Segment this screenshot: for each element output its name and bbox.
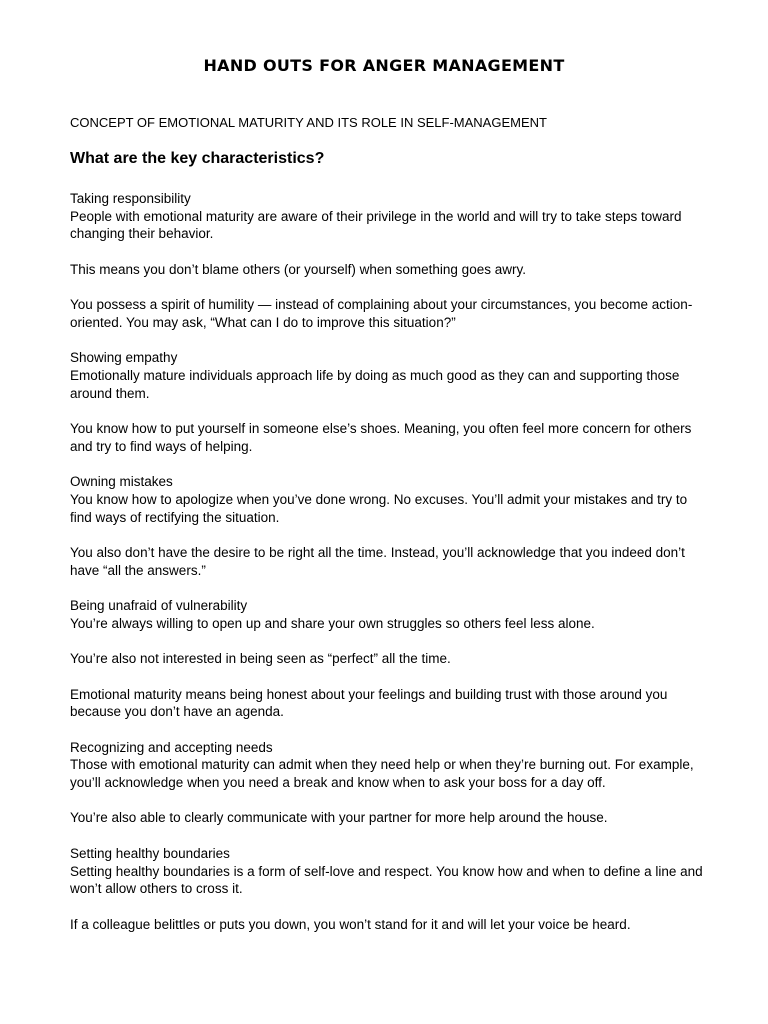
section-setting-healthy-boundaries <box>70 845 706 934</box>
paragraph: You’re always willing to open up and share your own struggles so others feel less alone. <box>70 615 595 631</box>
section-taking-responsibility <box>70 190 706 332</box>
paragraph: Emotional maturity means being honest about your feelings and building trust with those around you because you don’t have an agenda. <box>70 686 668 720</box>
section-being-unafraid-of-vulnerability <box>70 597 706 721</box>
section-question: What are the key characteristics? <box>70 150 325 167</box>
section-heading: Showing empathy <box>70 350 178 366</box>
paragraph: Setting healthy boundaries is a form of self-love and respect. You know how and when to define a line and won’t allow others to cross it. <box>70 863 703 897</box>
paragraph: You possess a spirit of humility — instead of complaining about your circumstances, you become action-oriented. You may ask, “What can I do to improve this situation?” <box>70 297 693 330</box>
section-heading: Taking responsibility <box>70 191 191 206</box>
section-showing-empathy <box>70 349 706 455</box>
section-recognizing-and-accepting-needs <box>70 739 706 828</box>
paragraph: If a colleague belittles or puts you down, you won’t stand for it and will let your voice be heard. <box>70 916 631 932</box>
section-heading: Owning mistakes <box>70 474 173 490</box>
paragraph: You’re also not interested in being seen as “perfect” all the time. <box>70 651 451 667</box>
paragraph: Those with emotional maturity can admit when they need help or when they’re burning out. For example, you’ll acknowledge when you need a break and know when to ask your boss for a day off. <box>70 757 694 791</box>
paragraph: This means you don’t blame others (or yourself) when something goes awry. <box>70 261 526 277</box>
paragraph: You know how to put yourself in someone else’s shoes. Meaning, you often feel more concern for others and try to find ways of helping. <box>70 421 692 454</box>
paragraph: Emotionally mature individuals approach life by doing as much good as they can and supporting those around them. <box>70 367 680 401</box>
section-heading: Setting healthy boundaries <box>70 845 230 861</box>
paragraph: You’re also able to clearly communicate with your partner for more help around the house. <box>70 810 608 826</box>
document-subtitle: CONCEPT OF EMOTIONAL MATURITY AND ITS ROLE IN SELF-MANAGEMENT <box>70 115 547 130</box>
section-heading: Recognizing and accepting needs <box>70 739 273 755</box>
paragraph: You also don’t have the desire to be right all the time. Instead, you’ll acknowledge that you indeed don’t have “all the answers.” <box>70 544 685 578</box>
section-heading: Being unafraid of vulnerability <box>70 598 248 614</box>
document-title: HAND OUTS FOR ANGER MANAGEMENT <box>203 56 565 75</box>
paragraph: You know how to apologize when you’ve done wrong. No excuses. You’ll admit your mistakes and try to find ways of rectifying the situation. <box>70 491 688 525</box>
document-body <box>70 190 706 951</box>
section-owning-mistakes <box>70 473 706 579</box>
paragraph: People with emotional maturity are aware of their privilege in the world and will try to take steps toward changing their behavior. <box>70 208 682 242</box>
